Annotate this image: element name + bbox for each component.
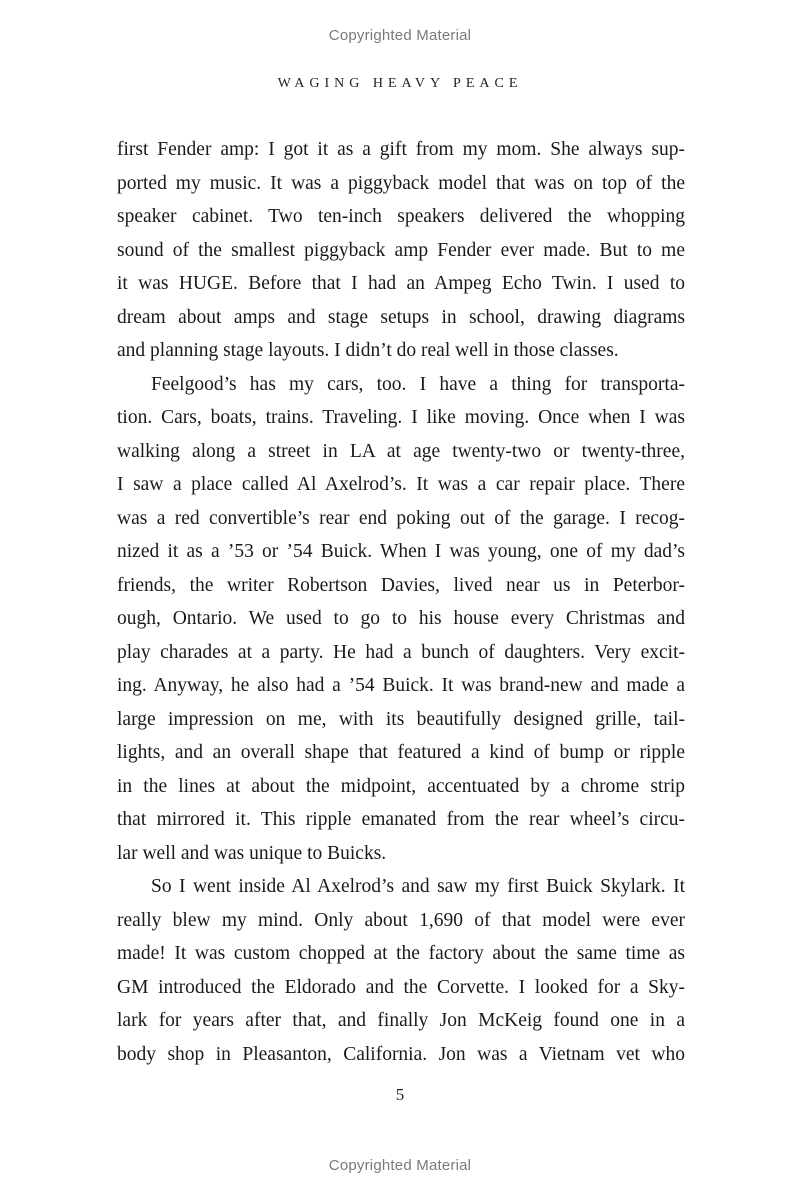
text-line: speaker cabinet. Two ten-inch speakers delivered the whopping	[117, 206, 685, 227]
text-line: walking along a street in LA at age twenty-two or twenty-three,	[117, 440, 685, 462]
text-line: I saw a place called Al Axelrod’s. It was a car repair place. There	[117, 474, 685, 495]
copyright-watermark-bottom: Copyrighted Material	[328, 1157, 472, 1174]
text-line: made! It was custom chopped at the factory about the same time as	[117, 943, 685, 964]
text-line: nized it as a ’53 or ’54 Buick. When I was young, one of my dad’s	[117, 541, 685, 562]
text-line: large impression on me, with its beautifully designed grille, tail-	[117, 708, 685, 730]
text-line: ing. Anyway, he also had a ’54 Buick. It was brand-new and made a	[117, 675, 685, 696]
text-line: GM introduced the Eldorado and the Corvette. I looked for a Sky-	[117, 976, 685, 998]
text-line: and planning stage layouts. I didn’t do real well in those classes.	[117, 340, 619, 361]
page-number: 5	[395, 1085, 405, 1104]
text-line: ported my music. It was a piggyback model that was on top of the	[117, 172, 685, 194]
copyright-watermark-top: Copyrighted Material	[328, 27, 472, 44]
text-line: dream about amps and stage setups in school, drawing diagrams	[117, 306, 685, 328]
text-line: sound of the smallest piggyback amp Fender ever made. But to me	[117, 239, 685, 261]
text-line: Feelgood’s has my cars, too. I have a thing for transporta-	[151, 373, 685, 395]
text-line: first Fender amp: I got it as a gift from my mom. She always sup-	[117, 139, 685, 160]
text-line: lark for years after that, and finally Jon McKeig found one in a	[117, 1010, 685, 1031]
text-line: that mirrored it. This ripple emanated from the rear wheel’s circu-	[117, 809, 685, 830]
text-line: really blew my mind. Only about 1,690 of that model were ever	[117, 909, 685, 931]
text-line: So I went inside Al Axelrod’s and saw my first Buick Skylark. It	[151, 876, 685, 897]
text-line: was a red convertible’s rear end poking out of the garage. I recog-	[117, 507, 685, 529]
text-line: ough, Ontario. We used to go to his house every Christmas and	[117, 608, 685, 629]
text-line: lar well and was unique to Buicks.	[117, 842, 387, 864]
text-line: it was HUGE. Before that I had an Ampeg Echo Twin. I used to	[117, 273, 685, 294]
text-line: in the lines at about the midpoint, accentuated by a chrome strip	[117, 775, 685, 797]
body-text	[117, 133, 685, 1071]
text-line: friends, the writer Robertson Davies, lived near us in Peterbor-	[117, 574, 685, 596]
text-line: lights, and an overall shape that featured a kind of bump or ripple	[117, 742, 685, 763]
text-line: body shop in Pleasanton, California. Jon was a Vietnam vet who	[117, 1043, 685, 1065]
text-line: tion. Cars, boats, trains. Traveling. I like moving. Once when I was	[117, 407, 685, 428]
running-head: WAGING HEAVY PEACE	[277, 76, 523, 91]
text-line: play charades at a party. He had a bunch of daughters. Very excit-	[117, 641, 685, 663]
